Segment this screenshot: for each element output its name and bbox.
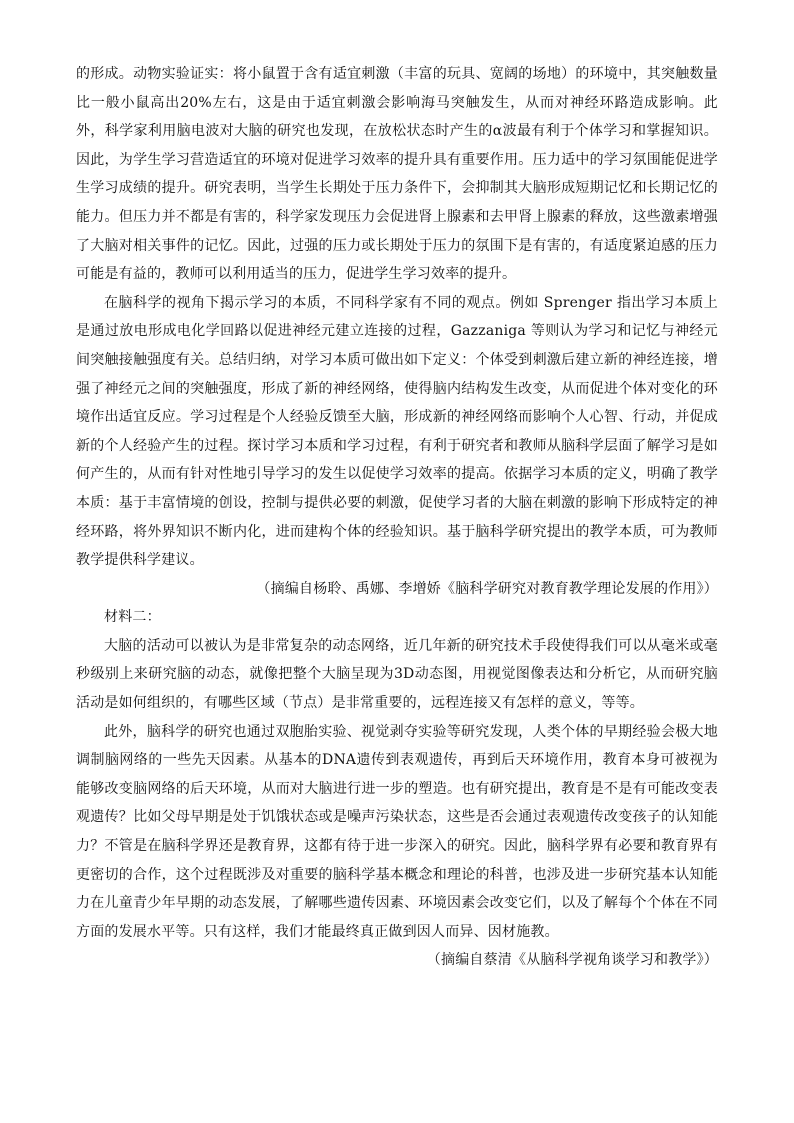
material2-paragraph-1: 大脑的活动可以被认为是非常复杂的动态网络，近几年新的研究技术手段使得我们可以从毫米或毫秒级别上来研究脑的动态，就像把整个大脑呈现为3D动态图，用视觉图像表达和分析它，从而研究脑活动是如何组织的，有哪些区域（节点）是非常重要的，远程连接又有怎样的意义，等等。: [76, 637, 718, 712]
material1-paragraph-2: 在脑科学的视角下揭示学习的本质，不同科学家有不同的观点。例如 Sprenger 指出学习本质上是通过放电形成电化学回路以促进神经元建立连接的过程，Gazzaniga 等则认为学习和记忆与神经元间突触接触强度有关。总结归纳，对学习本质可做出如下定义：个体受到刺激后建立新的神经连接，增强了神经元之间的突触强度，形成了新的神经网络，使得脑内结构发生改变，从而促进个体对变化的环境作出适宜反应。学习过程是个人经验反馈至大脑，形成新的神经网络而影响个人心智、行动，并促成新的个人经验产生的过程。探讨学习本质和学习过程，有利于研究者和教师从脑科学层面了解学习是如何产生的，从而有针对性地引导学习的发生以促使学习效率的提高。依据学习本质的定义，明确了教学本质：基于丰富情境的创设，控制与提供必要的刺激，促使学习者的大脑在刺激的影响下形成特定的神经环路，将外界知识不断内化，进而建构个体的经验知识。基于脑科学研究提出的教学本质，可为教师教学提供科学建议。: [76, 294, 718, 569]
material2-source: （摘编自蔡清《从脑科学视角谈学习和教学》）: [426, 952, 718, 969]
material2-paragraph-2: 此外，脑科学的研究也通过双胞胎实验、视觉剥夺实验等研究发现，人类个体的早期经验会极大地调制脑网络的一些先天因素。从基本的DNA遗传到表观遗传，再到后天环境作用，教育本身可被视为能够改变脑网络的后天环境，从而对大脑进行进一步的塑造。也有研究提出，教育是不是有可能改变表观遗传？比如父母早期是处于饥饿状态或是噪声污染状态，这些是否会通过表观遗传改变孩子的认知能力？不管是在脑科学界还是教育界，这都有待于进一步深入的研究。因此，脑科学界有必要和教育界有更密切的合作，这个过程既涉及对重要的脑科学基本概念和理论的科普，也涉及进一步研究基本认知能力在儿童青少年早期的动态发展，了解哪些遗传因素、环境因素会改变它们，以及了解每个个体在不同方面的发展水平等。只有这样，我们才能最终真正做到因人而异、因材施教。: [76, 723, 718, 940]
material2-label: 材料二：: [104, 609, 161, 626]
material1-paragraph-1: 的形成。动物实验证实：将小鼠置于含有适宜刺激（丰富的玩具、宽阔的场地）的环境中，其突触数量比一般小鼠高出20%左右，这是由于适宜刺激会影响海马突触发生，从而对神经环路造成影响。此外，科学家利用脑电波对大脑的研究也发现，在放松状态时产生的α波最有利于个体学习和掌握知识。因此，为学生学习营造适宜的环境对促进学习效率的提升具有重要作用。压力适中的学习氛围能促进学生学习成绩的提升。研究表明，当学生长期处于压力条件下，会抑制其大脑形成短期记忆和长期记忆的能力。但压力并不都是有害的，科学家发现压力会促进肾上腺素和去甲肾上腺素的释放，这些激素增强了大脑对相关事件的记忆。因此，过强的压力或长期处于压力的氛围下是有害的，有适度紧迫感的压力可能是有益的，教师可以利用适当的压力，促进学生学习效率的提升。: [76, 66, 718, 283]
material1-source: （摘编自杨聆、禹娜、李增娇《脑科学研究对教育教学理论发展的作用》）: [256, 580, 718, 597]
